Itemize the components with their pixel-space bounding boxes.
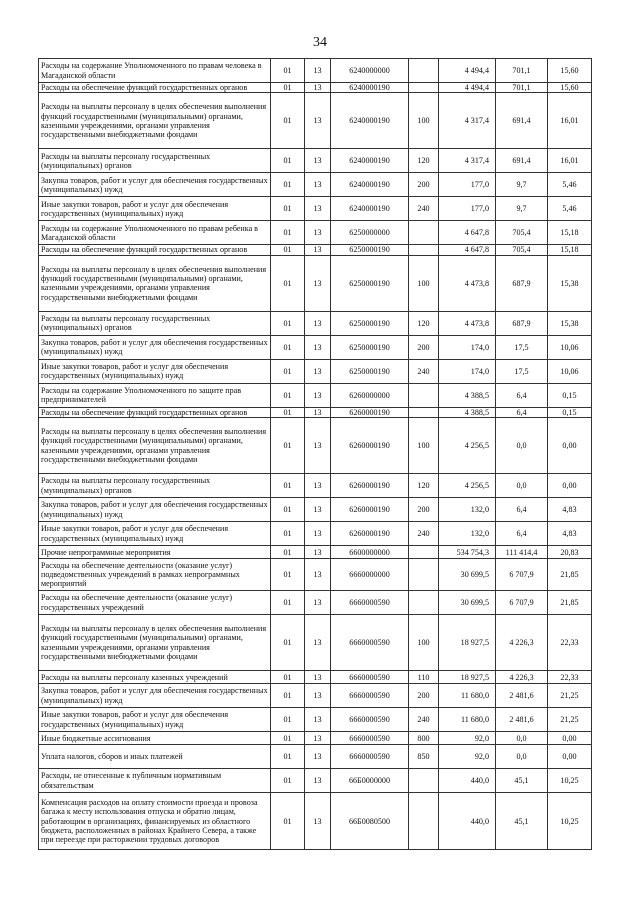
- row-percent: 0,15: [548, 407, 592, 417]
- row-percent: 15,60: [548, 83, 592, 93]
- row-subsection: 13: [305, 83, 331, 93]
- row-percent: 16,01: [548, 93, 592, 149]
- row-plan-amount: 4 317,4: [439, 149, 496, 173]
- row-section: 01: [271, 708, 305, 732]
- row-name: Иные бюджетные ассигнования: [39, 732, 271, 745]
- row-expense-type: 100: [409, 255, 439, 311]
- row-target-code: 6250000000: [331, 221, 409, 245]
- row-subsection: 13: [305, 59, 331, 83]
- row-plan-amount: 4 388,5: [439, 383, 496, 407]
- row-section: 01: [271, 559, 305, 591]
- table-row: [39, 245, 592, 255]
- table-row: [39, 383, 592, 407]
- row-section: 01: [271, 335, 305, 359]
- row-name: Компенсация расходов на оплату стоимости проезда и провоза багажа к месту использования отпуска и обратно лицам, работающим в организациях, финансируемых из областного бюджета, расположенных в районах Крайнего Севера, а также при переезде при расторжении трудовых договоров: [39, 793, 271, 850]
- row-name: Расходы на выплаты персоналу в целях обеспечения выполнения функций государственными (муниципальными) органами, казенными учреждениями, органами управления государственными внебюджетными фондами: [39, 93, 271, 149]
- table-row: [39, 93, 592, 149]
- row-target-code: 6660000590: [331, 708, 409, 732]
- row-actual-amount: 111 414,4: [496, 546, 548, 559]
- row-target-code: 6600000000: [331, 546, 409, 559]
- table-row: [39, 769, 592, 793]
- row-name: Расходы на обеспечение функций государственных органов: [39, 83, 271, 93]
- budget-table: [38, 58, 592, 850]
- row-target-code: 6260000000: [331, 383, 409, 407]
- row-plan-amount: 4 256,5: [439, 474, 496, 498]
- row-actual-amount: 4 226,3: [496, 615, 548, 671]
- row-target-code: 6250000190: [331, 359, 409, 383]
- row-percent: 10,06: [548, 335, 592, 359]
- row-section: 01: [271, 255, 305, 311]
- row-target-code: 6660000590: [331, 684, 409, 708]
- row-plan-amount: 132,0: [439, 498, 496, 522]
- row-section: 01: [271, 221, 305, 245]
- row-expense-type: 100: [409, 93, 439, 149]
- row-plan-amount: 18 927,5: [439, 671, 496, 684]
- row-name: Расходы на обеспечение деятельности (оказание услуг) государственных учреждений: [39, 591, 271, 615]
- table-row: [39, 407, 592, 417]
- row-plan-amount: 11 680,0: [439, 684, 496, 708]
- row-actual-amount: 0,0: [496, 732, 548, 745]
- row-section: 01: [271, 359, 305, 383]
- row-section: 01: [271, 93, 305, 149]
- row-percent: 21,85: [548, 559, 592, 591]
- row-plan-amount: 174,0: [439, 335, 496, 359]
- row-expense-type: 100: [409, 418, 439, 474]
- row-section: 01: [271, 173, 305, 197]
- row-name: Закупка товаров, работ и услуг для обеспечения государственных (муниципальных) нужд: [39, 684, 271, 708]
- row-subsection: 13: [305, 221, 331, 245]
- table-body: [39, 59, 592, 850]
- row-expense-type: 100: [409, 615, 439, 671]
- row-target-code: 6240000190: [331, 173, 409, 197]
- row-section: 01: [271, 197, 305, 221]
- row-subsection: 13: [305, 245, 331, 255]
- row-plan-amount: 92,0: [439, 745, 496, 769]
- row-name: Расходы на выплаты персоналу казенных учреждений: [39, 671, 271, 684]
- row-percent: 4,83: [548, 522, 592, 546]
- table-row: [39, 745, 592, 769]
- row-section: 01: [271, 745, 305, 769]
- row-section: 01: [271, 498, 305, 522]
- row-actual-amount: 6 707,9: [496, 591, 548, 615]
- row-percent: 22,33: [548, 615, 592, 671]
- row-actual-amount: 6 707,9: [496, 559, 548, 591]
- table-row: [39, 335, 592, 359]
- row-section: 01: [271, 245, 305, 255]
- row-expense-type: [409, 559, 439, 591]
- row-actual-amount: 9,7: [496, 197, 548, 221]
- row-name: Закупка товаров, работ и услуг для обеспечения государственных (муниципальных) нужд: [39, 335, 271, 359]
- row-expense-type: [409, 221, 439, 245]
- row-percent: 0,00: [548, 745, 592, 769]
- row-actual-amount: 9,7: [496, 173, 548, 197]
- row-actual-amount: 691,4: [496, 149, 548, 173]
- row-expense-type: [409, 793, 439, 850]
- row-expense-type: [409, 591, 439, 615]
- row-percent: 21,25: [548, 708, 592, 732]
- row-plan-amount: 92,0: [439, 732, 496, 745]
- row-percent: 15,38: [548, 311, 592, 335]
- row-section: 01: [271, 615, 305, 671]
- table-row: [39, 197, 592, 221]
- row-subsection: 13: [305, 335, 331, 359]
- row-subsection: 13: [305, 546, 331, 559]
- row-target-code: 6240000000: [331, 59, 409, 83]
- row-subsection: 13: [305, 173, 331, 197]
- row-name: Уплата налогов, сборов и иных платежей: [39, 745, 271, 769]
- table-row: [39, 59, 592, 83]
- row-name: Расходы на содержание Уполномоченного по правам человека в Магаданской области: [39, 59, 271, 83]
- row-target-code: 6660000590: [331, 745, 409, 769]
- row-name: Иные закупки товаров, работ и услуг для обеспечения государственных (муниципальных) нужд: [39, 197, 271, 221]
- row-actual-amount: 17,5: [496, 335, 548, 359]
- table-row: [39, 684, 592, 708]
- row-actual-amount: 0,0: [496, 418, 548, 474]
- row-actual-amount: 45,1: [496, 793, 548, 850]
- table-row: [39, 615, 592, 671]
- row-plan-amount: 534 754,3: [439, 546, 496, 559]
- row-plan-amount: 18 927,5: [439, 615, 496, 671]
- row-name: Расходы на содержание Уполномоченного по защите прав предпринимателей: [39, 383, 271, 407]
- row-actual-amount: 701,1: [496, 83, 548, 93]
- row-name: Расходы, не отнесенные к публичным нормативным обязательствам: [39, 769, 271, 793]
- row-plan-amount: 440,0: [439, 793, 496, 850]
- row-target-code: 6260000190: [331, 498, 409, 522]
- row-percent: 0,15: [548, 383, 592, 407]
- row-section: 01: [271, 383, 305, 407]
- table-row: [39, 173, 592, 197]
- row-actual-amount: 17,5: [496, 359, 548, 383]
- row-target-code: 6260000190: [331, 407, 409, 417]
- row-section: 01: [271, 474, 305, 498]
- row-name: Расходы на выплаты персоналу государственных (муниципальных) органов: [39, 149, 271, 173]
- table-row: [39, 311, 592, 335]
- table-row: [39, 474, 592, 498]
- table-row: [39, 359, 592, 383]
- row-plan-amount: 4 473,8: [439, 255, 496, 311]
- table-row: [39, 221, 592, 245]
- table-row: [39, 418, 592, 474]
- row-name: Расходы на выплаты персоналу в целях обеспечения выполнения функций государственными (муниципальными) органами, казенными учреждениями, органами управления государственными внебюджетными фондами: [39, 255, 271, 311]
- row-subsection: 13: [305, 197, 331, 221]
- page-number: 34: [313, 35, 327, 50]
- table-row: [39, 732, 592, 745]
- row-actual-amount: 0,0: [496, 745, 548, 769]
- row-section: 01: [271, 732, 305, 745]
- row-section: 01: [271, 522, 305, 546]
- row-expense-type: 200: [409, 498, 439, 522]
- row-target-code: 6240000190: [331, 93, 409, 149]
- row-actual-amount: 705,4: [496, 221, 548, 245]
- row-subsection: 13: [305, 559, 331, 591]
- row-plan-amount: 30 699,5: [439, 591, 496, 615]
- row-target-code: 6240000190: [331, 149, 409, 173]
- row-plan-amount: 4 647,8: [439, 245, 496, 255]
- row-subsection: 13: [305, 418, 331, 474]
- row-section: 01: [271, 407, 305, 417]
- row-subsection: 13: [305, 793, 331, 850]
- row-subsection: 13: [305, 769, 331, 793]
- row-actual-amount: 691,4: [496, 93, 548, 149]
- row-target-code: 6250000190: [331, 255, 409, 311]
- row-subsection: 13: [305, 383, 331, 407]
- row-percent: 0,00: [548, 732, 592, 745]
- row-expense-type: [409, 546, 439, 559]
- row-subsection: 13: [305, 671, 331, 684]
- row-percent: 21,25: [548, 684, 592, 708]
- row-percent: 5,46: [548, 197, 592, 221]
- row-percent: 15,38: [548, 255, 592, 311]
- row-section: 01: [271, 418, 305, 474]
- row-name: Расходы на обеспечение функций государственных органов: [39, 245, 271, 255]
- row-expense-type: [409, 83, 439, 93]
- row-target-code: 66Б0000000: [331, 769, 409, 793]
- row-subsection: 13: [305, 684, 331, 708]
- row-subsection: 13: [305, 708, 331, 732]
- row-target-code: 6660000590: [331, 591, 409, 615]
- row-name: Иные закупки товаров, работ и услуг для обеспечения государственных (муниципальных) нужд: [39, 359, 271, 383]
- row-target-code: 66Б0080500: [331, 793, 409, 850]
- row-plan-amount: 177,0: [439, 173, 496, 197]
- row-name: Иные закупки товаров, работ и услуг для обеспечения государственных (муниципальных) нужд: [39, 708, 271, 732]
- row-actual-amount: 687,9: [496, 311, 548, 335]
- row-percent: 16,01: [548, 149, 592, 173]
- row-subsection: 13: [305, 474, 331, 498]
- row-percent: 5,46: [548, 173, 592, 197]
- row-actual-amount: 705,4: [496, 245, 548, 255]
- row-percent: 20,83: [548, 546, 592, 559]
- row-actual-amount: 6,4: [496, 407, 548, 417]
- row-name: Расходы на содержание Уполномоченного по правам ребенка в Магаданской области: [39, 221, 271, 245]
- row-expense-type: 240: [409, 708, 439, 732]
- row-target-code: 6660000590: [331, 732, 409, 745]
- row-percent: 15,60: [548, 59, 592, 83]
- row-name: Расходы на обеспечение функций государственных органов: [39, 407, 271, 417]
- row-subsection: 13: [305, 732, 331, 745]
- row-target-code: 6240000190: [331, 197, 409, 221]
- row-percent: 10,25: [548, 769, 592, 793]
- row-section: 01: [271, 793, 305, 850]
- row-percent: 0,00: [548, 474, 592, 498]
- table-row: [39, 559, 592, 591]
- row-name: Расходы на выплаты персоналу в целях обеспечения выполнения функций государственными (муниципальными) органами, казенными учреждениями, органами управления государственными внебюджетными фондами: [39, 615, 271, 671]
- row-expense-type: 240: [409, 197, 439, 221]
- row-subsection: 13: [305, 615, 331, 671]
- row-section: 01: [271, 769, 305, 793]
- row-plan-amount: 177,0: [439, 197, 496, 221]
- row-section: 01: [271, 546, 305, 559]
- row-name: Закупка товаров, работ и услуг для обеспечения государственных (муниципальных) нужд: [39, 173, 271, 197]
- row-plan-amount: 4 494,4: [439, 83, 496, 93]
- row-section: 01: [271, 684, 305, 708]
- row-section: 01: [271, 671, 305, 684]
- row-name: Расходы на выплаты персоналу государственных (муниципальных) органов: [39, 474, 271, 498]
- table-row: [39, 793, 592, 850]
- row-name: Расходы на выплаты персоналу в целях обеспечения выполнения функций государственными (муниципальными) органами, казенными учреждениями, органами управления государственными внебюджетными фондами: [39, 418, 271, 474]
- row-target-code: 6250000190: [331, 245, 409, 255]
- row-plan-amount: 174,0: [439, 359, 496, 383]
- row-expense-type: 120: [409, 474, 439, 498]
- table-row: [39, 671, 592, 684]
- table-row: [39, 708, 592, 732]
- row-section: 01: [271, 83, 305, 93]
- row-plan-amount: 4 317,4: [439, 93, 496, 149]
- row-percent: 21,85: [548, 591, 592, 615]
- row-percent: 22,33: [548, 671, 592, 684]
- row-target-code: 6260000190: [331, 418, 409, 474]
- row-expense-type: [409, 245, 439, 255]
- row-name: Прочие непрограммные мероприятия: [39, 546, 271, 559]
- row-plan-amount: 440,0: [439, 769, 496, 793]
- row-percent: 10,06: [548, 359, 592, 383]
- row-name: Закупка товаров, работ и услуг для обеспечения государственных (муниципальных) нужд: [39, 498, 271, 522]
- row-expense-type: 200: [409, 684, 439, 708]
- table-row: [39, 498, 592, 522]
- row-plan-amount: 4 388,5: [439, 407, 496, 417]
- row-section: 01: [271, 311, 305, 335]
- row-plan-amount: 4 647,8: [439, 221, 496, 245]
- row-percent: 15,18: [548, 245, 592, 255]
- table-row: [39, 149, 592, 173]
- row-section: 01: [271, 59, 305, 83]
- row-expense-type: 200: [409, 335, 439, 359]
- row-expense-type: [409, 383, 439, 407]
- row-expense-type: 800: [409, 732, 439, 745]
- row-name: Расходы на выплаты персоналу государственных (муниципальных) органов: [39, 311, 271, 335]
- table-row: [39, 546, 592, 559]
- row-actual-amount: 0,0: [496, 474, 548, 498]
- row-expense-type: 850: [409, 745, 439, 769]
- row-subsection: 13: [305, 591, 331, 615]
- row-percent: 0,00: [548, 418, 592, 474]
- row-expense-type: 120: [409, 149, 439, 173]
- row-target-code: 6250000190: [331, 335, 409, 359]
- row-plan-amount: 11 680,0: [439, 708, 496, 732]
- row-plan-amount: 4 256,5: [439, 418, 496, 474]
- row-expense-type: 110: [409, 671, 439, 684]
- row-plan-amount: 4 473,8: [439, 311, 496, 335]
- row-actual-amount: 6,4: [496, 498, 548, 522]
- row-expense-type: 240: [409, 522, 439, 546]
- row-actual-amount: 701,1: [496, 59, 548, 83]
- row-target-code: 6660000590: [331, 671, 409, 684]
- row-expense-type: 200: [409, 173, 439, 197]
- row-section: 01: [271, 591, 305, 615]
- row-expense-type: 240: [409, 359, 439, 383]
- row-percent: 4,83: [548, 498, 592, 522]
- row-percent: 15,18: [548, 221, 592, 245]
- row-subsection: 13: [305, 149, 331, 173]
- row-target-code: 6660000000: [331, 559, 409, 591]
- row-subsection: 13: [305, 522, 331, 546]
- row-plan-amount: 4 494,4: [439, 59, 496, 83]
- row-target-code: 6250000190: [331, 311, 409, 335]
- row-plan-amount: 132,0: [439, 522, 496, 546]
- row-subsection: 13: [305, 93, 331, 149]
- row-actual-amount: 2 481,6: [496, 708, 548, 732]
- row-section: 01: [271, 149, 305, 173]
- row-target-code: 6260000190: [331, 522, 409, 546]
- row-actual-amount: 687,9: [496, 255, 548, 311]
- table-row: [39, 522, 592, 546]
- row-target-code: 6260000190: [331, 474, 409, 498]
- row-subsection: 13: [305, 498, 331, 522]
- row-subsection: 13: [305, 255, 331, 311]
- table-row: [39, 591, 592, 615]
- row-expense-type: [409, 769, 439, 793]
- row-name: Расходы на обеспечение деятельности (оказание услуг) подведомственных учреждений в рамках непрограммных мероприятий: [39, 559, 271, 591]
- row-subsection: 13: [305, 745, 331, 769]
- row-target-code: 6660000590: [331, 615, 409, 671]
- row-expense-type: [409, 59, 439, 83]
- row-subsection: 13: [305, 311, 331, 335]
- row-expense-type: 120: [409, 311, 439, 335]
- row-subsection: 13: [305, 359, 331, 383]
- row-name: Иные закупки товаров, работ и услуг для обеспечения государственных (муниципальных) нужд: [39, 522, 271, 546]
- row-expense-type: [409, 407, 439, 417]
- table-row: [39, 255, 592, 311]
- row-target-code: 6240000190: [331, 83, 409, 93]
- table-row: [39, 83, 592, 93]
- row-actual-amount: 4 226,3: [496, 671, 548, 684]
- row-actual-amount: 2 481,6: [496, 684, 548, 708]
- row-plan-amount: 30 699,5: [439, 559, 496, 591]
- row-actual-amount: 6,4: [496, 522, 548, 546]
- row-percent: 10,25: [548, 793, 592, 850]
- row-actual-amount: 6,4: [496, 383, 548, 407]
- row-actual-amount: 45,1: [496, 769, 548, 793]
- row-subsection: 13: [305, 407, 331, 417]
